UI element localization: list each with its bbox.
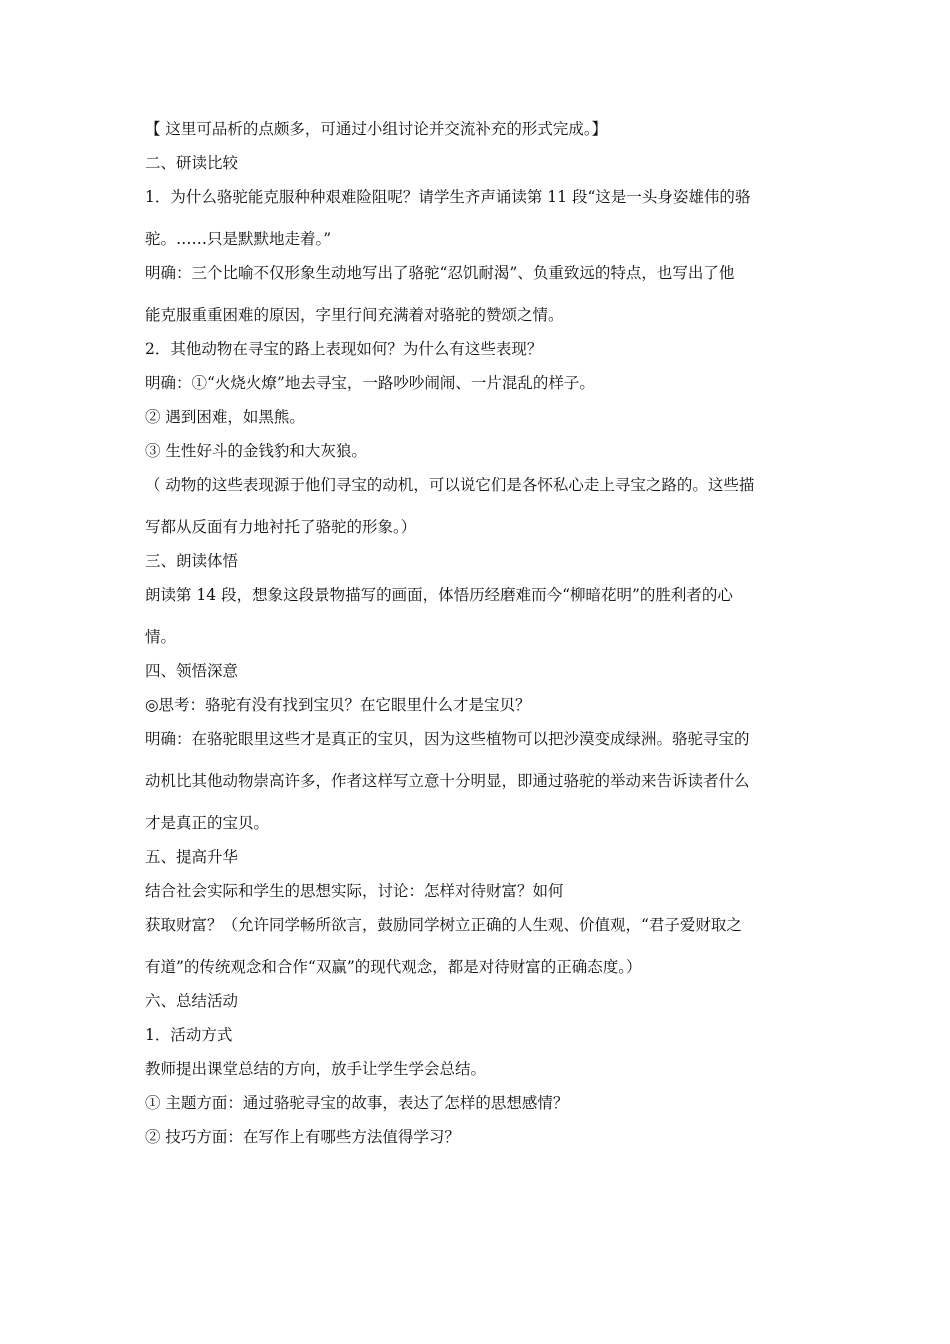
activity-method-heading: 1．活动方式 xyxy=(145,1026,233,1044)
question-2: 2．其他动物在寻宝的路上表现如何？为什么有这些表现？ xyxy=(145,340,543,358)
answer-2-item-2: ② 遇到困难，如黑熊。 xyxy=(145,408,305,426)
section-heading-6: 六、总结活动 xyxy=(145,992,239,1010)
section-heading-2: 二、研读比较 xyxy=(145,154,239,172)
question-1-line-1: 1．为什么骆驼能克服种种艰难险阻呢？请学生齐声诵读第 11 段“这是一头身姿雄伟的骆 xyxy=(145,188,751,206)
reading-task-line-1: 朗读第 14 段，想象这段景物描写的画面，体悟历经磨难而今“柳暗花明”的胜利者的心 xyxy=(145,586,733,604)
answer-1-line-2: 能克服重重困难的原因，字里行间充满着对骆驼的赞颂之情。 xyxy=(145,306,564,324)
discussion-line-2: 获取财富？（允许同学畅所欲言，鼓励同学树立正确的人生观、价值观，“君子爱财取之 xyxy=(145,916,742,934)
note-line: 【 这里可品析的点颇多，可通过小组讨论并交流补充的形式完成。】 xyxy=(145,120,608,138)
think-question: ◎思考：骆驼有没有找到宝贝？在它眼里什么才是宝贝？ xyxy=(145,696,531,714)
answer-2-note-line-1: （ 动物的这些表现源于他们寻宝的动机，可以说它们是各怀私心走上寻宝之路的。这些描 xyxy=(145,476,755,494)
question-1-line-2: 驼。……只是默默地走着。” xyxy=(145,230,332,248)
answer-4-line-2: 动机比其他动物崇高许多，作者这样写立意十分明显，即通过骆驼的举动来告诉读者什么 xyxy=(145,772,750,790)
answer-4-line-3: 才是真正的宝贝。 xyxy=(145,814,270,832)
section-heading-5: 五、提高升华 xyxy=(145,848,239,866)
section-heading-3: 三、朗读体悟 xyxy=(145,552,239,570)
answer-2-item-3: ③ 生性好斗的金钱豹和大灰狼。 xyxy=(145,442,367,460)
summary-item-theme: ① 主题方面：通过骆驼寻宝的故事，表达了怎样的思想感情？ xyxy=(145,1094,569,1112)
document-body xyxy=(145,119,810,1147)
answer-4-line-1: 明确：在骆驼眼里这些才是真正的宝贝，因为这些植物可以把沙漠变成绿洲。骆驼寻宝的 xyxy=(145,730,750,748)
discussion-line-3: 有道”的传统观念和合作“双赢”的现代观念，都是对待财富的正确态度。） xyxy=(145,958,642,976)
activity-method-text: 教师提出课堂总结的方向，放手让学生学会总结。 xyxy=(145,1060,487,1078)
answer-2-item-1: 明确：①“火烧火燎”地去寻宝，一路吵吵闹闹、一片混乱的样子。 xyxy=(145,374,595,392)
summary-item-technique: ② 技巧方面：在写作上有哪些方法值得学习？ xyxy=(145,1128,460,1146)
reading-task-line-2: 情。 xyxy=(145,628,177,646)
answer-1-line-1: 明确：三个比喻不仅形象生动地写出了骆驼“忍饥耐渴”、负重致远的特点，也写出了他 xyxy=(145,264,735,282)
section-heading-4: 四、领悟深意 xyxy=(145,662,239,680)
discussion-line-1: 结合社会实际和学生的思想实际，讨论：怎样对待财富？如何 xyxy=(145,882,564,900)
answer-2-note-line-2: 写都从反面有力地衬托了骆驼的形象。） xyxy=(145,518,417,536)
